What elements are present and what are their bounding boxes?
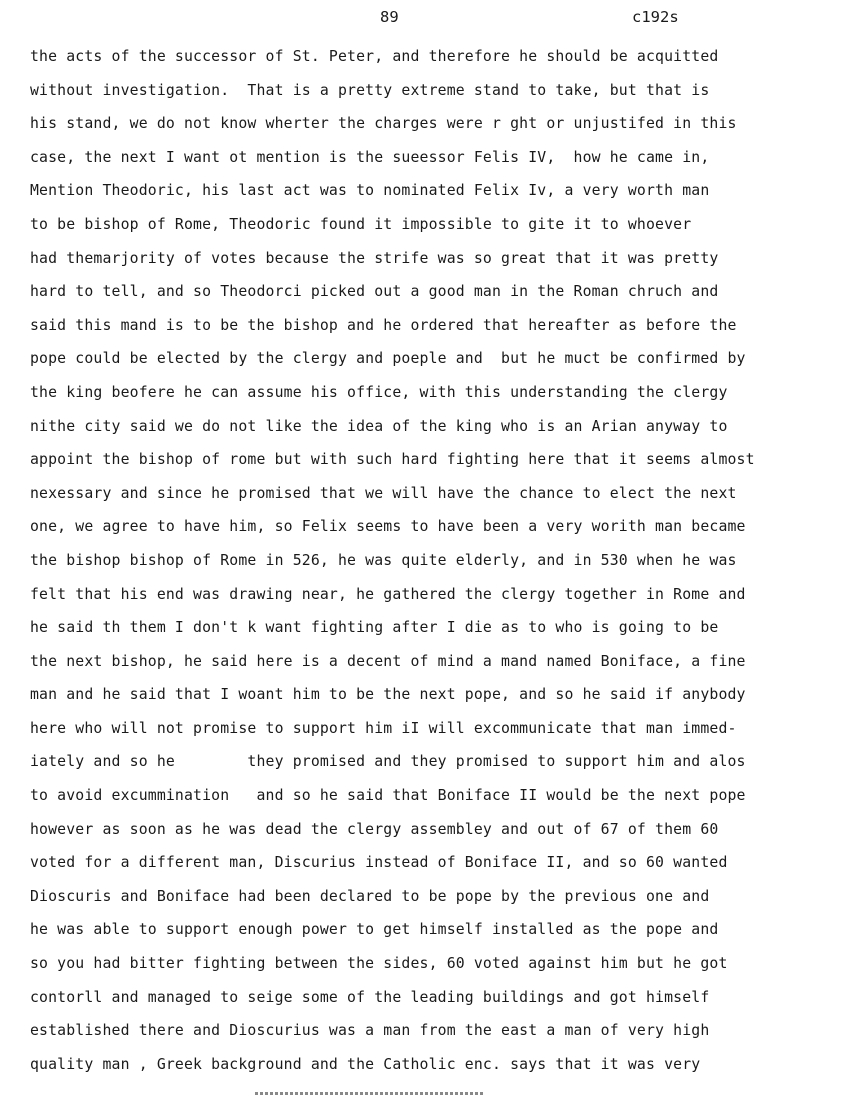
- text-line: to be bishop of Rome, Theodoric found it impossible to gite it to whoever: [30, 215, 692, 233]
- footer-smudge: [255, 1092, 485, 1095]
- text-line: case, the next I want ot mention is the sueessor Felis IV, how he came in,: [30, 148, 710, 166]
- text-line: felt that his end was drawing near, he gathered the clergy together in Rome and: [30, 585, 746, 603]
- text-line: man and he said that I woant him to be the next pope, and so he said if anybody: [30, 686, 746, 704]
- text-line: said this mand is to be the bishop and he ordered that hereafter as before the: [30, 316, 737, 334]
- text-line: voted for a different man, Discurius instead of Boniface II, and so 60 wanted: [30, 854, 728, 872]
- text-line: one, we agree to have him, so Felix seems to have been a very worith man became: [30, 518, 746, 536]
- text-line: here who will not promise to support him iI will excommunicate that man immed-: [30, 719, 737, 737]
- text-line: nithe city said we do not like the idea of the king who is an Arian anyway to: [30, 417, 728, 435]
- page-header: [0, 4, 849, 32]
- text-line: Mention Theodoric, his last act was to nominated Felix Iv, a very worth man: [30, 182, 710, 200]
- text-line: however as soon as he was dead the clergy assembley and out of 67 of them 60: [30, 820, 719, 838]
- text-line: he was able to support enough power to get himself installed as the pope and: [30, 921, 719, 939]
- text-line: so you had bitter fighting between the sides, 60 voted against him but he got: [30, 955, 728, 973]
- text-line: contorll and managed to seige some of the leading buildings and got himself: [30, 988, 710, 1006]
- text-line: iately and so he they promised and they promised to support him and alos: [30, 753, 746, 771]
- text-line: the king beofere he can assume his office, with this understanding the clergy: [30, 383, 728, 401]
- text-line: his stand, we do not know wherter the charges were r ght or unjustifed in this: [30, 115, 737, 133]
- text-line: Dioscuris and Boniface had been declared to be pope by the previous one and: [30, 887, 710, 905]
- text-line: hard to tell, and so Theodorci picked out a good man in the Roman chruch and: [30, 283, 719, 301]
- text-line: to avoid excummination and so he said that Boniface II would be the next pope: [30, 787, 746, 805]
- text-line: the acts of the successor of St. Peter, and therefore he should be acquitted: [30, 48, 719, 65]
- body-text: [30, 40, 842, 1081]
- page-number: 89: [380, 8, 399, 26]
- text-line: nexessary and since he promised that we will have the chance to elect the next: [30, 484, 737, 502]
- text-line: appoint the bishop of rome but with such hard fighting here that it seems almost: [30, 451, 755, 469]
- text-line: had themarjority of votes because the strife was so great that it was pretty: [30, 249, 719, 267]
- text-line: established there and Dioscurius was a man from the east a man of very high: [30, 1022, 710, 1040]
- text-line: pope could be elected by the clergy and poeple and but he muct be confirmed by: [30, 350, 746, 368]
- text-line: without investigation. That is a pretty extreme stand to take, but that is: [30, 81, 710, 99]
- text-line: quality man , Greek background and the Catholic enc. says that it was very: [30, 1055, 701, 1073]
- document-code: c192s: [632, 8, 679, 26]
- text-line: he said th them I don't k want fighting after I die as to who is going to be: [30, 619, 719, 637]
- text-line: the next bishop, he said here is a decent of mind a mand named Boniface, a fine: [30, 652, 746, 670]
- text-line: the bishop bishop of Rome in 526, he was quite elderly, and in 530 when he was: [30, 551, 737, 569]
